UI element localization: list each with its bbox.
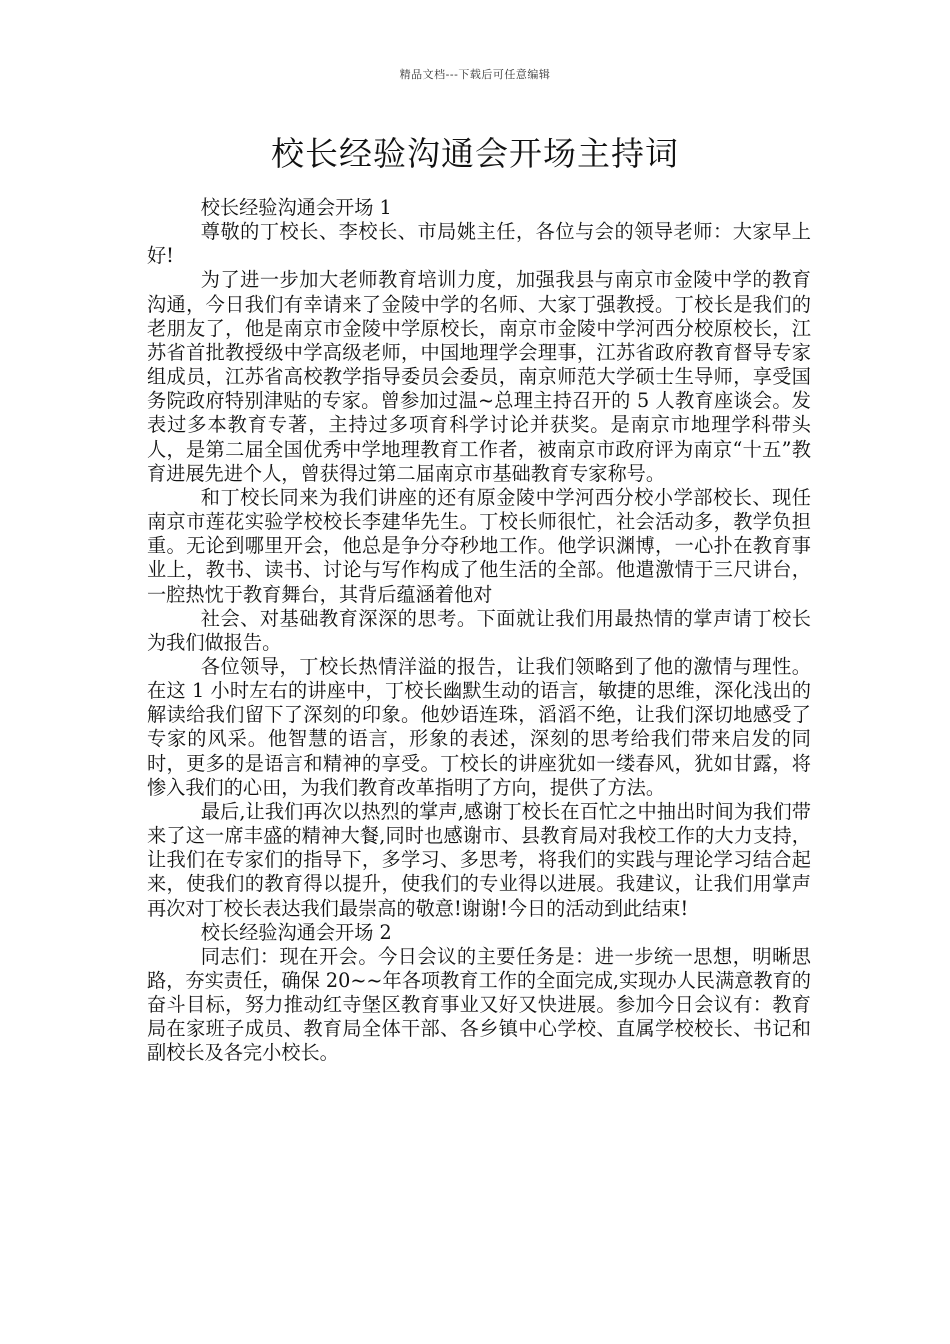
paragraph: 为了进一步加大老师教育培训力度，加强我县与南京市金陵中学的教育沟通，今日我们有幸请来了金陵中学的名师、大家丁强教授。丁校长是我们的老朋友了，他是南京市金陵中学原校长，南京市金陵中学河西分校原校长，江苏省首批教授级中学高级老师，中国地理学会理事，江苏省政府教育督导专家组成员，江苏省高校教学指导委员会委员，南京师范大学硕士生导师，享受国务院政府特别津贴的专家。曾参加过温~总理主持召开的 5 人教育座谈会。发表过多本教育专著，主持过多项育科学讨论并获奖。是南京市地理学科带头人，是第二届全国优秀中学地理教育工作者，被南京市政府评为南京“十五”教育进展先进个人，曾获得过第二届南京市基础教育专家称号。 <box>147 268 811 485</box>
section-heading: 校长经验沟通会开场 1 <box>200 196 392 219</box>
paragraph: 社会、对基础教育深深的思考。下面就让我们用最热情的掌声请丁校长为我们做报告。 <box>147 606 811 654</box>
paragraph: 最后,让我们再次以热烈的掌声,感谢丁校长在百忙之中抽出时间为我们带来了这一席丰盛的精神大餐,同时也感谢市、县教育局对我校工作的大力支持，让我们在专家们的指导下，多学习、多思考，将我们的实践与理论学习结合起来，使我们的教育得以提升，使我们的专业得以进展。我建议，让我们用掌声再次对丁校长表达我们最崇高的敬意!谢谢!今日的活动到此结束! <box>147 799 811 920</box>
header-note: 精品文档---下载后可任意编辑 <box>399 68 551 81</box>
document-body <box>147 196 811 1066</box>
paragraph: 各位领导，丁校长热情洋溢的报告，让我们领略到了他的激情与理性。在这 1 小时左右的讲座中，丁校长幽默生动的语言，敏捷的思维，深化浅出的解读给我们留下了深刻的印象。他妙语连珠，滔滔不绝，让我们深切地感受了专家的风采。他智慧的语言，形象的表述，深刻的思考给我们带来启发的同时，更多的是语言和精神的享受。丁校长的讲座犹如一缕春风，犹如甘露，将惨入我们的心田，为我们教育改革指明了方向，提供了方法。 <box>147 654 811 799</box>
section-heading: 校长经验沟通会开场 2 <box>200 920 392 944</box>
document-title: 校长经验沟通会开场主持词 <box>271 134 679 173</box>
paragraph: 和丁校长同来为我们讲座的还有原金陵中学河西分校小学部校长、现任南京市莲花实验学校校长李建华先生。丁校长师很忙，社会活动多，教学负担重。无论到哪里开会，他总是争分夺秒地工作。他学识渊博，一心扑在教育事业上，教书、读书、讨论与写作构成了他生活的全部。他遣激情于三尺讲台，一腔热忱于教育舞台，其背后蕴涵着他对 <box>147 485 811 606</box>
paragraph: 尊敬的丁校长、李校长、市局姚主任，各位与会的领导老师：大家早上好! <box>147 220 811 268</box>
paragraph: 同志们：现在开会。今日会议的主要任务是：进一步统一思想，明晰思路，夯实责任，确保 20~~年各项教育工作的全面完成,实现办人民满意教育的奋斗目标，努力推动红寺堡区教育事业又好又快进展。参加今日会议有：教育局在家班子成员、教育局全体干部、各乡镇中心学校、直属学校校长、书记和副校长及各完小校长。 <box>147 944 811 1065</box>
